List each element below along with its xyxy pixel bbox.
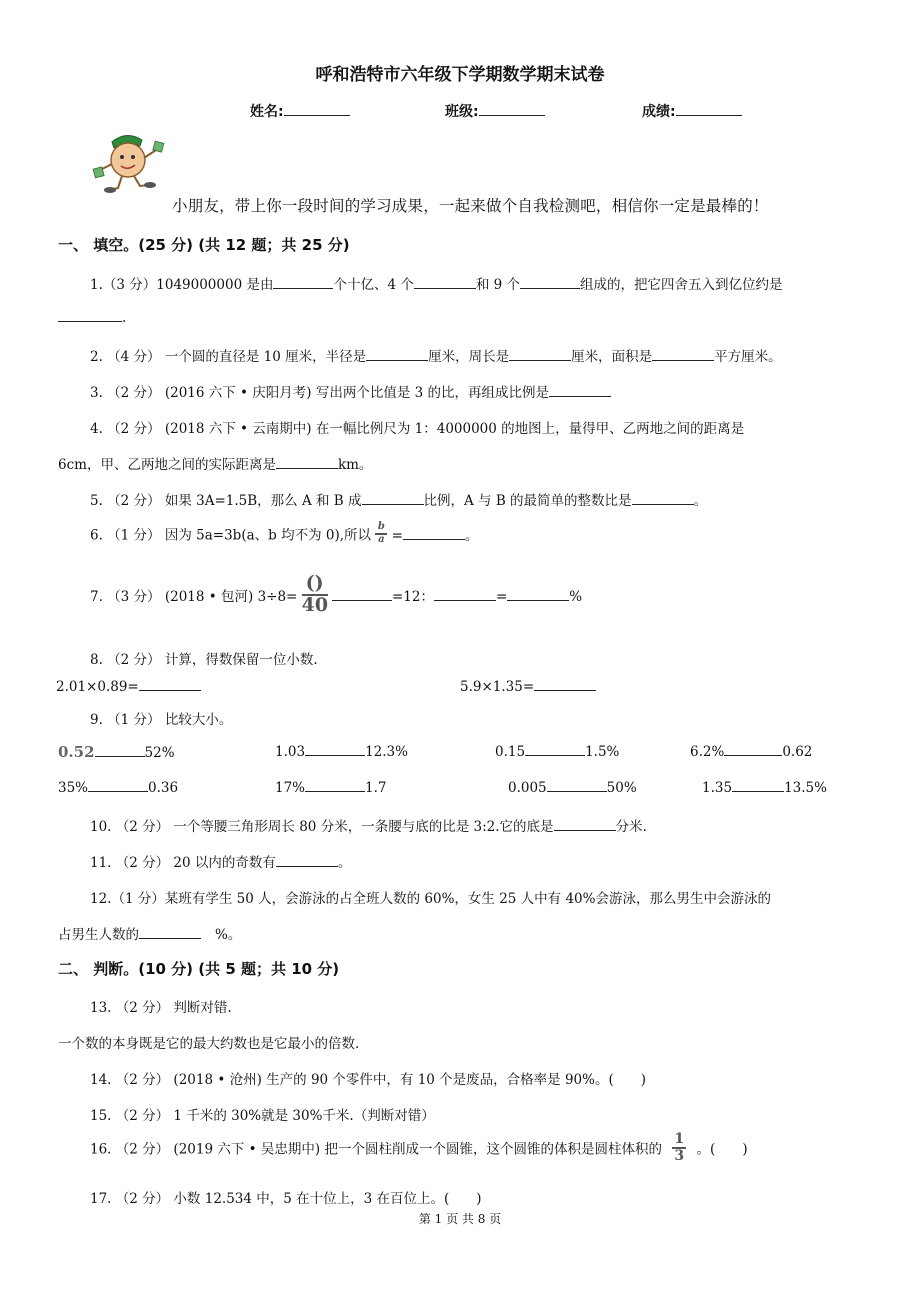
q9-r1-right-3: 1.5% — [585, 744, 620, 760]
q12-text-a: 12.（1 分）某班有学生 50 人，会游泳的占全班人数的 60%，女生 25 人中有 40%会游泳，那么男生中会游泳的 — [90, 891, 771, 907]
q9-r1-left-4: 6.2% — [690, 744, 725, 760]
question-15: 15. （2 分） 1 千米的 30%就是 30%千米.（判断对错） — [90, 1108, 435, 1124]
section-1-title: 一、 填空。(25 分) (共 12 题；共 25 分) — [58, 236, 350, 254]
question-13: 13. （2 分） 判断对错. — [90, 1000, 232, 1016]
q7-blank-3[interactable] — [507, 588, 569, 601]
question-3 — [90, 381, 611, 401]
q3-text-a: 3. （2 分） (2016 六下 • 庆阳月考) 写出两个比值是 3 的比，再组成比例是 — [90, 385, 550, 401]
q9-r2-right-4: 13.5% — [784, 780, 827, 796]
q9-blank-4[interactable] — [724, 743, 782, 756]
question-11 — [90, 851, 351, 871]
class-blank[interactable] — [479, 103, 545, 116]
q10-text-b: 分米. — [615, 819, 647, 835]
q9-blank-6[interactable] — [305, 779, 365, 792]
q10-text-a: 10. （2 分） 一个等腰三角形周长 80 分米，一条腰与底的比是 3:2.它的底是 — [90, 819, 554, 835]
question-6 — [90, 522, 478, 545]
q9-compare-5 — [58, 779, 178, 796]
q2-blank-1[interactable] — [366, 348, 428, 361]
q1-text-b: 个十亿、4 个 — [333, 277, 414, 293]
q9-blank-8[interactable] — [732, 779, 784, 792]
q9-compare-8 — [702, 779, 827, 796]
q9-blank-5[interactable] — [88, 779, 148, 792]
q11-text-b: 。 — [337, 855, 352, 871]
class-label: 班级: — [445, 104, 479, 120]
q16-text-b: 。( ) — [696, 1141, 748, 1158]
q2-text-d: 平方厘米。 — [714, 349, 782, 365]
mascot-illustration — [92, 128, 170, 194]
question-17: 17. （2 分） 小数 12.534 中，5 在十位上，3 在百位上。( ) — [90, 1191, 482, 1207]
q9-r2-right-2: 1.7 — [365, 780, 387, 796]
class-field — [445, 101, 545, 121]
score-blank[interactable] — [676, 103, 742, 116]
q9-compare-6 — [275, 779, 387, 796]
q4-blank-1[interactable] — [276, 456, 338, 469]
q9-r2-left-4: 1.35 — [702, 780, 733, 796]
q9-compare-7 — [508, 779, 637, 796]
question-4 — [90, 417, 744, 437]
q1-text-e: . — [122, 310, 127, 326]
q7-text-d: % — [569, 588, 583, 605]
q6-text-a: 6. （1 分） 因为 5a=3b(a、b 均不为 0),所以 — [90, 527, 372, 544]
name-field — [250, 101, 350, 121]
q9-compare-1 — [58, 743, 175, 761]
q8-blank-2[interactable] — [534, 678, 596, 691]
q2-text-a: 2. （4 分） 一个圆的直径是 10 厘米，半径是 — [90, 349, 367, 365]
q1-text-a: 1.（3 分）1049000000 是由 — [90, 277, 274, 293]
question-1-cont — [58, 309, 126, 326]
greeting-text: 小朋友，带上你一段时间的学习成果，一起来做个自我检测吧，相信你一定是最棒的！ — [172, 197, 769, 215]
q5-text-c: 。 — [693, 493, 708, 509]
question-1 — [90, 273, 783, 293]
q10-blank-1[interactable] — [554, 818, 616, 831]
q1-blank-3[interactable] — [520, 276, 580, 289]
q1-blank-1[interactable] — [273, 276, 333, 289]
q6-frac-num: b — [375, 522, 387, 535]
q6-text-c: 。 — [464, 527, 479, 544]
name-label: 姓名: — [250, 104, 284, 120]
question-14: 14. （2 分） (2018 • 沧州) 生产的 90 个零件中，有 10 个是废品，合格率是 90%。( ) — [90, 1072, 647, 1088]
q7-blank-1[interactable] — [332, 588, 392, 601]
q4-text-a: 4. （2 分） (2018 六下 • 云南期中) 在一幅比例尺为 1：4000000 的地图上，量得甲、乙两地之间的距离是 — [90, 421, 745, 437]
page-footer: 第 1 页 共 8 页 — [418, 1212, 502, 1226]
q8-blank-1[interactable] — [139, 678, 201, 691]
section-2-title: 二、 判断。(10 分) (共 5 题；共 10 分) — [58, 960, 340, 978]
q9-r2-left-2: 17% — [275, 780, 306, 796]
q9-compare-2 — [275, 743, 408, 760]
question-10 — [90, 815, 647, 835]
q16-fraction-one-third — [672, 1132, 686, 1163]
q6-text-b: = — [391, 527, 403, 544]
q16-frac-num: 1 — [672, 1132, 686, 1149]
name-blank[interactable] — [284, 103, 350, 116]
q2-text-c: 厘米，面积是 — [571, 349, 653, 365]
q5-text-b: 比例，A 与 B 的最简单的整数比是 — [423, 493, 632, 509]
q7-frac-den: 40 — [301, 593, 329, 616]
q2-blank-3[interactable] — [652, 348, 714, 361]
q3-blank-1[interactable] — [549, 384, 611, 397]
q4-text-c: km。 — [337, 457, 373, 473]
q9-text-a: 9. （1 分） 比较大小。 — [90, 712, 233, 728]
q8-calc-right — [460, 678, 596, 695]
q1-text-c: 和 9 个 — [475, 277, 521, 293]
q8-left-expr: 2.01×0.89= — [56, 679, 139, 695]
q16-text-a: 16. （2 分） (2019 六下 • 吴忠期中) 把一个圆柱削成一个圆锥，这个圆锥的体积是圆柱体积的 — [90, 1141, 662, 1158]
q12-blank-1[interactable] — [139, 926, 201, 939]
q2-text-b: 厘米，周长是 — [428, 349, 510, 365]
q9-compare-4 — [690, 743, 812, 760]
q11-text-a: 11. （2 分） 20 以内的奇数有 — [90, 855, 276, 871]
q7-fraction-blank-over-40 — [302, 574, 328, 616]
question-7 — [90, 574, 582, 616]
q7-blank-2[interactable] — [434, 588, 496, 601]
question-12-cont — [58, 923, 241, 943]
q9-r1-left-1: 0.52 — [58, 743, 95, 761]
question-9 — [90, 708, 232, 728]
q9-r1-right-4: 0.62 — [782, 744, 813, 760]
q7-text-a: 7. （3 分） (2018 • 包河) 3÷8= — [90, 588, 298, 605]
q9-r2-right-1: 0.36 — [148, 780, 179, 796]
q9-r1-left-3: 0.15 — [495, 744, 526, 760]
mascot-head — [111, 143, 145, 177]
q9-blank-7[interactable] — [547, 779, 607, 792]
q1-text-d: 组成的，把它四舍五入到亿位约是 — [580, 277, 783, 293]
q7-text-c: = — [495, 588, 508, 605]
q9-r2-left-3: 0.005 — [508, 780, 547, 796]
q2-blank-2[interactable] — [509, 348, 571, 361]
q9-blank-3[interactable] — [525, 743, 585, 756]
q16-frac-den: 3 — [674, 1147, 685, 1164]
q9-compare-3 — [495, 743, 619, 760]
q4-text-b: 6cm，甲、乙两地之间的实际距离是 — [58, 457, 276, 473]
q7-text-b: =12： — [391, 588, 434, 605]
question-5 — [90, 489, 707, 509]
question-16 — [90, 1132, 748, 1163]
question-4-cont — [58, 453, 372, 473]
page-title: 呼和浩特市六年级下学期数学期末试卷 — [315, 65, 605, 85]
q8-calc-left — [56, 678, 201, 695]
q6-frac-den: a — [378, 533, 385, 545]
question-13-statement: 一个数的本身既是它的最大约数也是它最小的倍数. — [58, 1036, 360, 1052]
question-12 — [90, 887, 771, 907]
q5-blank-2[interactable] — [632, 492, 694, 505]
q6-blank-1[interactable] — [403, 527, 465, 540]
q12-text-b: 占男生人数的 — [58, 927, 139, 943]
q8-text-a: 8. （2 分） 计算，得数保留一位小数. — [90, 652, 318, 668]
q8-right-expr: 5.9×1.35= — [460, 679, 535, 695]
q5-blank-1[interactable] — [362, 492, 424, 505]
score-label: 成绩: — [642, 104, 676, 120]
q9-r1-left-2: 1.03 — [275, 744, 306, 760]
q9-blank-1[interactable] — [95, 744, 145, 757]
q9-blank-2[interactable] — [305, 743, 365, 756]
q9-r2-right-3: 50% — [606, 780, 637, 796]
q9-r2-left-1: 35% — [58, 780, 89, 796]
q1-blank-2[interactable] — [414, 276, 476, 289]
q5-text-a: 5. （2 分） 如果 3A=1.5B，那么 A 和 B 成 — [90, 493, 362, 509]
question-2 — [90, 345, 782, 365]
q6-fraction-b-over-a — [375, 522, 387, 545]
score-field — [642, 101, 742, 121]
question-8 — [90, 648, 318, 668]
q12-text-c: %。 — [215, 927, 242, 943]
q11-blank-1[interactable] — [276, 854, 338, 867]
q9-r1-right-2: 12.3% — [365, 744, 408, 760]
q1-blank-4[interactable] — [58, 309, 122, 322]
q9-r1-right-1: 52% — [144, 745, 175, 761]
q7-frac-num: () — [302, 574, 328, 596]
